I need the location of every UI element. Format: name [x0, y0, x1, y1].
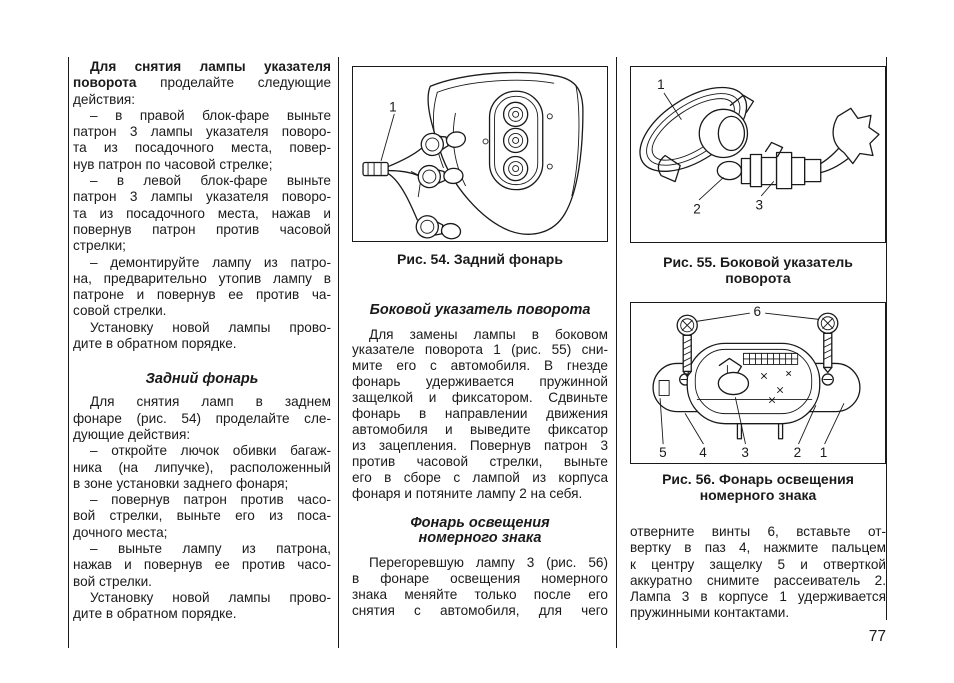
text-line: пружинными контактами. — [630, 605, 790, 621]
text-line: патроне и повернув ее против ча- — [73, 287, 331, 303]
text-line: Установку новой лампы прово- — [90, 589, 331, 605]
side-indicator-drawing — [631, 67, 885, 242]
page-right-rule — [886, 57, 887, 620]
text-line: мите его с автомобиля. В гнезде — [352, 358, 608, 374]
text-line: его в сборе с лампой из корпуса — [352, 469, 608, 485]
text-line: фонарь удерживается пружинной — [352, 374, 608, 390]
callout-3: 3 — [755, 197, 764, 213]
text-line: аккуратно снимите рассеиватель 2. — [630, 572, 886, 588]
text-line: – в правой блок-фаре выньте — [90, 107, 331, 123]
callout-1: 1 — [389, 99, 397, 115]
figure-56-caption: Рис. 56. Фонарь освещения номерного знака — [662, 471, 854, 503]
page-number: 77 — [868, 628, 886, 645]
text-line: Установку новой лампы прово- — [90, 319, 331, 335]
text-line: нув патрон по часовой стрелке; — [73, 156, 273, 172]
figure-54-frame — [352, 66, 608, 242]
text-line: действия: — [73, 91, 136, 107]
page-left-rule — [68, 57, 69, 648]
callout-3: 3 — [741, 444, 749, 460]
text-line: нажав и повернув ее против часо- — [73, 557, 331, 573]
right-column — [630, 66, 886, 622]
text-line: та из посадочного места, нажав и — [73, 205, 331, 221]
callout-1: 1 — [819, 444, 828, 460]
text-line: дочного места; — [73, 524, 168, 540]
plate-lamp-paragraph-continued — [630, 524, 886, 622]
rear-lamp-section-heading: Задний фонарь — [145, 371, 259, 388]
text-line: дующие действия: — [73, 426, 191, 442]
figure-55-caption: Рис. 55. Боковой указатель поворота — [663, 254, 853, 286]
plate-lamp-paragraph — [352, 555, 608, 619]
side-indicator-paragraph — [352, 327, 608, 502]
side-indicator-heading: Боковой указатель поворота — [369, 301, 591, 318]
text-line: фонаре (рис. 54) проделайте сле- — [73, 410, 331, 426]
text-line: в зоне установки заднего фонаря; — [73, 475, 289, 491]
bulb-socket — [419, 126, 468, 158]
bulb — [718, 372, 748, 394]
text-line: снятия с автомобиля, для чего — [352, 603, 608, 619]
text-line: Для снятия ламп в заднем — [90, 394, 331, 410]
text-line: – повернув патрон против часо- — [90, 492, 331, 508]
callout-6: 6 — [753, 304, 762, 320]
rear-lamp-drawing — [353, 67, 607, 241]
contact-pin — [779, 424, 783, 439]
text-line: поворота проделайте следующие — [73, 75, 331, 91]
text-line: к центру защелку 5 и отверткой — [630, 556, 886, 572]
text-line: – откройте лючок обивки багаж- — [90, 443, 331, 459]
figure-55-frame — [630, 66, 886, 243]
text-line: – выньте лампу из патрона, — [90, 541, 331, 557]
plate-lamp-drawing — [631, 303, 885, 463]
text-line: знака меняйте только после его — [352, 587, 608, 603]
wiring-connector — [363, 163, 388, 176]
callout-2: 2 — [793, 444, 802, 460]
text-line: – в левой блок-фаре выньте — [90, 173, 331, 189]
text-line: вой стрелки. — [73, 573, 152, 589]
text-line: вой стрелки, выньте его из поса- — [73, 508, 331, 524]
plate-lamp-heading: Фонарь освещения номерного знака — [410, 515, 550, 547]
bulb — [717, 162, 741, 180]
bulb-socket — [415, 214, 462, 241]
text-line: в фонаре освещения номерного — [352, 571, 608, 587]
text-line: указателе поворота 1 (рис. 55) сни- — [352, 342, 608, 358]
text-line: – демонтируйте лампу из патро- — [90, 254, 331, 270]
text-line: фонарь в направлении движения — [352, 406, 608, 422]
text-line: патрон 3 лампы указателя поворо- — [73, 189, 331, 205]
text-line: на, предварительно утопив лампу в — [73, 270, 331, 286]
middle-column — [352, 66, 608, 619]
text-line: дите в обратном порядке. — [73, 606, 237, 622]
column-divider-2 — [616, 57, 617, 648]
text-line: Перегоревшую лампу 3 (рис. 56) — [369, 555, 608, 571]
text-line: ника (на липучке), расположенный — [73, 459, 331, 475]
text-line: вертку в паз 4, нажмите пальцем — [630, 540, 886, 556]
text-line: Лампа 3 в корпусе 1 удерживается — [630, 589, 886, 605]
text-line: против часовой стрелки, выньте — [352, 453, 608, 469]
text-line: дите в обратном порядке. — [73, 336, 237, 352]
wire-bundle — [833, 108, 879, 163]
text-line: автомобиля и выведите фиксатор — [352, 421, 608, 437]
text-line: защелкой и фиксатором. Сдвиньте — [352, 390, 608, 406]
callout-5: 5 — [659, 444, 667, 460]
column-divider-1 — [338, 57, 339, 648]
text-line: из зацепления. Повернув патрон 3 — [352, 437, 608, 453]
figure-56-frame — [630, 302, 886, 464]
text-line: совой стрелки. — [73, 303, 167, 319]
text-line: повернув патрон против часовой — [73, 221, 331, 237]
contact-pin — [737, 424, 741, 439]
text-line: стрелки; — [73, 238, 126, 254]
text-line: Для замены лампы в боковом — [369, 326, 608, 342]
text-line: фонаря и потяните лампу 2 на себя. — [352, 485, 583, 501]
callout-2: 2 — [693, 201, 701, 217]
callout-4: 4 — [699, 444, 707, 460]
left-column — [73, 59, 331, 623]
text-line: та из посадочного места, повер- — [73, 140, 331, 156]
text-line: Для снятия лампы указателя — [90, 59, 331, 74]
text-line: патрон 3 лампы указателя поворо- — [73, 124, 331, 140]
callout-1: 1 — [657, 77, 665, 93]
bulb-holder — [777, 152, 792, 188]
text-line: отверните винты 6, вставьте от- — [630, 524, 886, 539]
figure-54-caption: Рис. 54. Задний фонарь — [397, 251, 563, 267]
